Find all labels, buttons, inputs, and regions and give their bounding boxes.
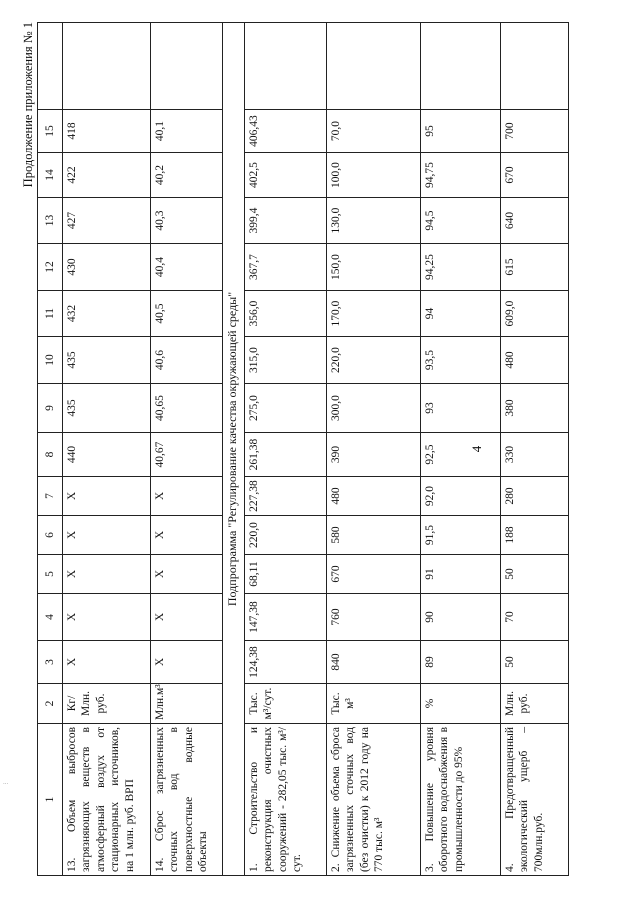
indicator-cell: 2. Снижение объема сброса загрязненных сточных вод (без очистки) к 2012 году на 770 тыс. м³ [327,724,421,876]
column-header: 9 [38,384,63,433]
value-cell: 50 [501,641,569,684]
value-cell: 427 [63,198,151,244]
value-cell: 480 [501,337,569,384]
unit-cell: Млн.м³ [151,684,223,724]
column-header: 1 [38,724,63,876]
value-cell: 430 [63,244,151,291]
value-cell: X [151,641,223,684]
value-cell: 261,38 [245,433,327,477]
blank-cell [151,23,223,110]
unit-cell: Тыс. м³ [327,684,421,724]
indicator-cell: 13. Объем выбросов загрязняющих веществ в атмосферный воздух от стационарных источников, на 1 млн. руб. ВРП [63,724,151,876]
value-cell: 95 [421,110,501,153]
value-cell: 70,0 [327,110,421,153]
value-cell: 147,38 [245,594,327,641]
indicator-cell: 3. Повышение уровня оборотного водоснабжения в промышленности до 95% [421,724,501,876]
value-cell: X [151,594,223,641]
value-cell: 422 [63,153,151,198]
value-cell: X [63,641,151,684]
value-cell: 609,0 [501,291,569,337]
value-cell: 670 [327,555,421,594]
value-cell: 418 [63,110,151,153]
value-cell: 640 [501,198,569,244]
value-cell: X [151,516,223,555]
value-cell: X [151,477,223,516]
column-header: 10 [38,337,63,384]
column-header: 13 [38,198,63,244]
table-row [63,23,151,876]
value-cell: 435 [63,384,151,433]
value-cell: 367,7 [245,244,327,291]
value-cell: 275,0 [245,384,327,433]
blank-cell [327,23,421,110]
value-cell: 91 [421,555,501,594]
value-cell: 40,6 [151,337,223,384]
unit-cell: Кг/Млн. руб. [63,684,151,724]
value-cell: 40,67 [151,433,223,477]
column-header: 15 [38,110,63,153]
value-cell: 670 [501,153,569,198]
value-cell: X [151,555,223,594]
value-cell: 124,38 [245,641,327,684]
value-cell: 40,1 [151,110,223,153]
value-cell: 402,5 [245,153,327,198]
column-header: 4 [38,594,63,641]
value-cell: 93,5 [421,337,501,384]
blank-cell [63,23,151,110]
table-row [501,23,569,876]
value-cell: 580 [327,516,421,555]
value-cell: 615 [501,244,569,291]
value-cell: 188 [501,516,569,555]
column-number-row [38,23,63,876]
value-cell: 760 [327,594,421,641]
value-cell: 91,5 [421,516,501,555]
value-cell: X [63,555,151,594]
value-cell: 94,25 [421,244,501,291]
value-cell: 227,38 [245,477,327,516]
column-header: 3 [38,641,63,684]
column-header: 5 [38,555,63,594]
value-cell: 432 [63,291,151,337]
column-header: 11 [38,291,63,337]
value-cell: 100,0 [327,153,421,198]
value-cell: 130,0 [327,198,421,244]
unit-cell: Млн. руб. [501,684,569,724]
value-cell: 380 [501,384,569,433]
value-cell: 435 [63,337,151,384]
page-number: 4 [469,445,484,453]
value-cell: 220,0 [327,337,421,384]
value-cell: 92,5 [421,433,501,477]
indicator-cell: 1. Строительство и реконструкция очистных сооружений - 282,05 тыс. м³/сут. [245,724,327,876]
value-cell: 94,75 [421,153,501,198]
blank-cell [421,23,501,110]
appendix-continuation-note: Продолжение приложения № 1 [21,22,35,188]
value-cell: 356,0 [245,291,327,337]
value-cell: 406,43 [245,110,327,153]
value-cell: 280 [501,477,569,516]
value-cell: 68,11 [245,555,327,594]
blank-cell [245,23,327,110]
column-header: 2 [38,684,63,724]
indicator-cell: 4. Предотвращенный экологический ущерб – 700млн.руб. [501,724,569,876]
section-row [223,23,245,876]
value-cell: 170,0 [327,291,421,337]
value-cell: 840 [327,641,421,684]
table-row [327,23,421,876]
blank-cell [38,23,63,110]
column-header: 7 [38,477,63,516]
table-row [421,23,501,876]
value-cell: 300,0 [327,384,421,433]
value-cell: 89 [421,641,501,684]
value-cell: 480 [327,477,421,516]
value-cell: 94,5 [421,198,501,244]
value-cell: 330 [501,433,569,477]
column-header: 12 [38,244,63,291]
table-row [151,23,223,876]
value-cell: 315,0 [245,337,327,384]
value-cell: 40,3 [151,198,223,244]
value-cell: X [63,594,151,641]
value-cell: 93 [421,384,501,433]
value-cell: 50 [501,555,569,594]
column-header: 6 [38,516,63,555]
value-cell: X [63,516,151,555]
value-cell: 40,2 [151,153,223,198]
value-cell: 150,0 [327,244,421,291]
value-cell: 40,4 [151,244,223,291]
value-cell: 94 [421,291,501,337]
value-cell: 700 [501,110,569,153]
value-cell: 390 [327,433,421,477]
indicators-table [37,22,569,876]
value-cell: X [63,477,151,516]
value-cell: 40,65 [151,384,223,433]
value-cell: 70 [501,594,569,641]
value-cell: 92,0 [421,477,501,516]
scan-edge-mark: ... [3,778,9,786]
value-cell: 90 [421,594,501,641]
blank-cell [501,23,569,110]
column-header: 8 [38,433,63,477]
value-cell: 399,4 [245,198,327,244]
subprogram-title: Подпрограмма "Регулирование качества окружающей среды" [223,23,245,876]
value-cell: 40,5 [151,291,223,337]
value-cell: 440 [63,433,151,477]
rotated-page [21,18,625,880]
indicator-cell: 14. Сброс загрязненных сточных вод в поверхностные водные объекты [151,724,223,876]
value-cell: 220,0 [245,516,327,555]
table-row [245,23,327,876]
unit-cell: % [421,684,501,724]
unit-cell: Тыс. м³/сут. [245,684,327,724]
column-header: 14 [38,153,63,198]
